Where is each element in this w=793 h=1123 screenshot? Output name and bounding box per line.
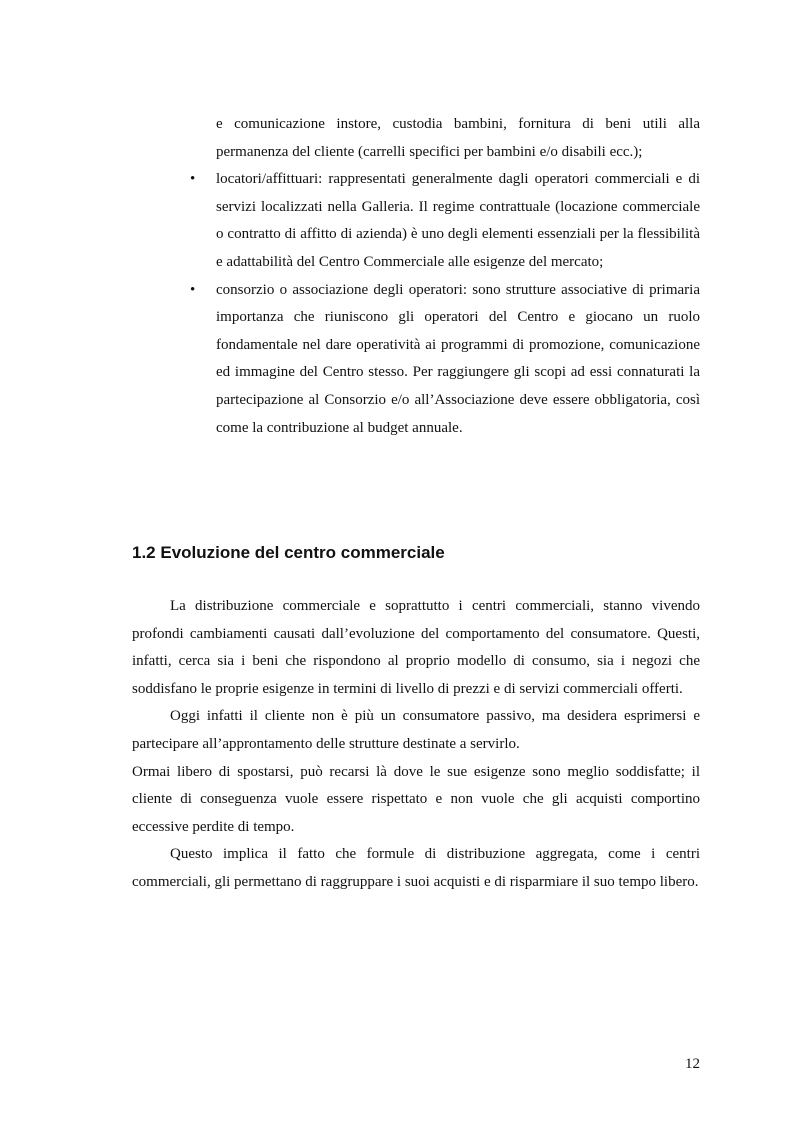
bullet-icon: • xyxy=(190,281,196,298)
list-item-continuation: e comunicazione instore, custodia bambini, fornitura di beni utili alla permanenza del cliente (carrelli specifici per bambini e/o disabili ecc.); xyxy=(216,116,700,160)
list-item-consorzio xyxy=(190,277,700,443)
page-number: 12 xyxy=(685,1056,700,1072)
paragraph-2: Oggi infatti il cliente non è più un consumatore passivo, ma desidera esprimersi e partecipare all’approntamento delle strutture destinate a servirlo. xyxy=(132,708,700,752)
list-item-text: consorzio o associazione degli operatori: sono strutture associative di primaria importanza che riuniscono gli operatori del Centro e giocano un ruolo fondamentale nel dare operatività ai programmi di promozione, comunicazione ed immagine del Centro stesso. Per raggiungere gli scopi ad essi connaturati la partecipazione al Consorzio e/o all’Associazione deve essere obbligatoria, così come la contribuzione al budget annuale. xyxy=(216,281,700,436)
paragraph-3: Ormai libero di spostarsi, può recarsi là dove le sue esigenze sono meglio soddisfatte; il cliente di conseguenza vuole essere rispettato e non vuole che gli acquisti comportino eccessive perdite di tempo. xyxy=(132,763,700,835)
section-heading: 1.2 Evoluzione del centro commerciale xyxy=(132,543,445,562)
paragraph-4: Questo implica il fatto che formule di distribuzione aggregata, come i centri commerciali, gli permettano di raggruppare i suoi acquisti e di risparmiare il suo tempo libero. xyxy=(132,846,700,890)
bullet-list xyxy=(190,111,700,442)
paragraph-1: La distribuzione commerciale e soprattutto i centri commerciali, stanno vivendo profondi cambiamenti causati dall’evoluzione del comportamento del consumatore. Questi, infatti, cerca sia i beni che rispondono al proprio modello di consumo, sia i negozi che soddisfano le proprie esigenze in termini di livello di prezzi e di servizi commerciali offerti. xyxy=(132,598,700,697)
list-item-locatori xyxy=(190,166,700,276)
bullet-icon: • xyxy=(190,171,196,188)
list-item-text: locatori/affittuari: rappresentati generalmente dagli operatori commerciali e di servizi localizzati nella Galleria. Il regime contrattuale (locazione commerciale o contratto di affitto di azienda) è uno degli elementi essenziali per la flessibilità e adattabilità del Centro Commerciale alle esigenze del mercato; xyxy=(216,171,700,270)
section-body xyxy=(132,593,700,897)
